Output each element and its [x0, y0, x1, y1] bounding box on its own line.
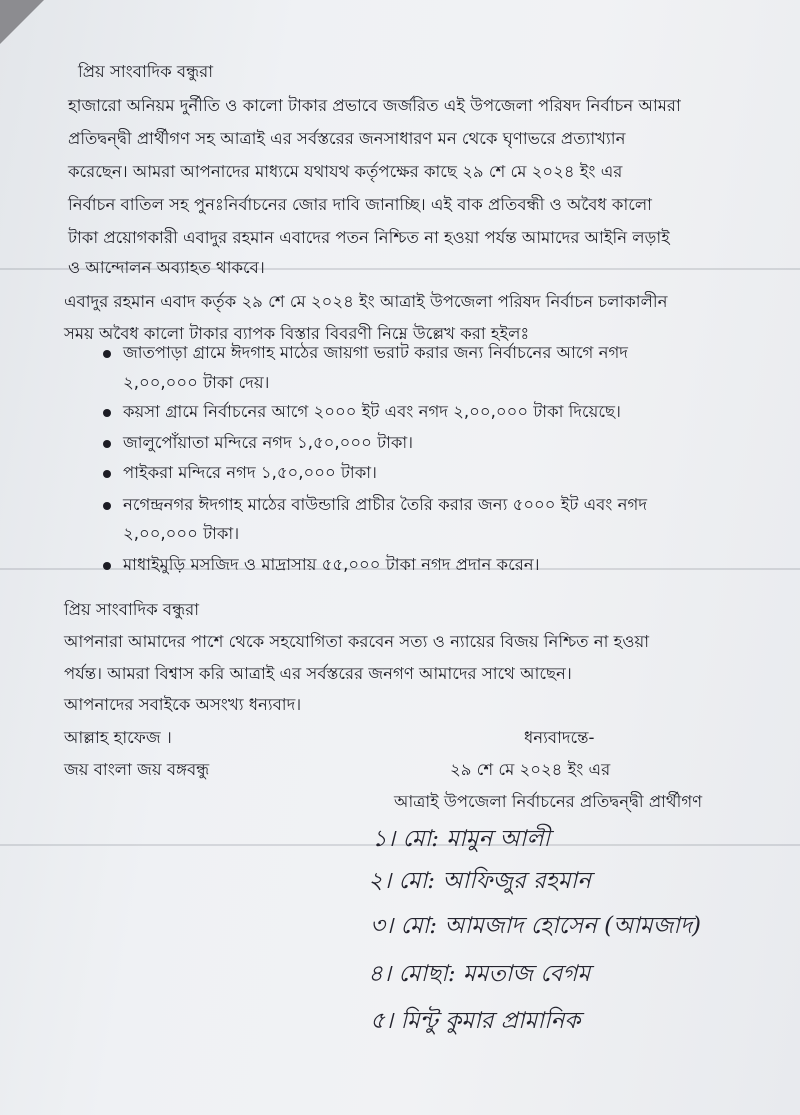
- signature-3: ৩। মো: আমজাদ হোসেন (আমজাদ): [370, 913, 701, 939]
- paragraph-line: আপনারা আমাদের পাশে থেকে সহযোগিতা করবেন সত্য ও ন্যায়ের বিজয় নিশ্চিত না হওয়া: [64, 632, 649, 651]
- paragraph-line: আপনাদের সবাইকে অসংখ্য ধন্যবাদ।: [64, 695, 302, 714]
- bullet-dot: [103, 502, 111, 510]
- paragraph-line: ও আন্দোলন অব্যাহত থাকবে।: [68, 258, 265, 277]
- list-item-text: মাধাইমুড়ি মসজিদ ও মাদ্রাসায় ৫৫,০০০ টাকা নগদ প্রদান করেন।: [123, 555, 540, 574]
- paragraph-line: এবাদুর রহমান এবাদ কর্তৃক ২৯ শে মে ২০২৪ ইং আত্রাই উপজেলা পরিষদ নির্বাচন চলাকালীন: [64, 292, 668, 311]
- paragraph-line: পর্যন্ত। আমরা বিশ্বাস করি আত্রাই এর সর্বস্তরের জনগণ আমাদের সাথে আছেন।: [64, 664, 572, 683]
- bullet-dot: [103, 440, 111, 448]
- list-item-text: ২,০০,০০০ টাকা দেয়।: [123, 373, 270, 392]
- list-item-text: জালুপোঁয়াতা মন্দিরে নগদ ১,৫০,০০০ টাকা।: [123, 433, 414, 452]
- paragraph-line: টাকা প্রয়োগকারী এবাদুর রহমান এবাদের পতন নিশ্চিত না হওয়া পর্যন্ত আমাদের আইনি লড়াই: [68, 228, 670, 247]
- bullet-dot: [103, 350, 111, 358]
- thanks-text: ধন্যবাদন্তে-: [524, 728, 595, 747]
- paragraph-line: সময় অবৈধ কালো টাকার ব্যাপক বিস্তার বিবরণী নিম্নে উল্লেখ করা হইলঃ: [64, 324, 530, 343]
- signature-2: ২। মো: আফিজুর রহমান: [368, 868, 591, 894]
- bullet-dot: [103, 470, 111, 478]
- signature-1: ১। মো: মামুন আলী: [372, 826, 551, 852]
- signature-4: ৪। মোছা: মমতাজ বেগম: [368, 961, 591, 987]
- list-item-text: পাইকরা মন্দিরে নগদ ১,৫০,০০০ টাকা।: [123, 463, 377, 482]
- bullet-dot: [103, 562, 111, 570]
- salutation-bottom: প্রিয় সাংবাদিক বন্ধুরা: [64, 600, 200, 619]
- farewell-text: আল্লাহ হাফেজ ।: [64, 728, 172, 747]
- paragraph-line: হাজারো অনিয়ম দুর্নীতি ও কালো টাকার প্রভাবে জর্জরিত এই উপজেলা পরিষদ নির্বাচন আমরা: [68, 96, 681, 115]
- date-text: ২৯ শে মে ২০২৪ ইং এর: [450, 760, 611, 779]
- signature-5: ৫। মিন্টু কুমার প্রামানিক: [370, 1008, 581, 1034]
- paragraph-line: করেছেন। আমরা আপনাদের মাধ্যমে যথাযথ কর্তৃপক্ষের কাছে ২৯ শে মে ২০২৪ ইং এর: [68, 162, 623, 181]
- list-item-text: ২,০০,০০০ টাকা।: [123, 524, 240, 543]
- paragraph-line: নির্বাচন বাতিল সহ পুনঃনির্বাচনের জোর দাবি জানাচ্ছি। এই বাক প্রতিবন্ধী ও অবৈধ কালো: [68, 195, 652, 214]
- list-item-text: নগেন্দ্রনগর ঈদগাহ মাঠের বাউন্ডারি প্রাচীর তৈরি করার জন্য ৫০০০ ইট এবং নগদ: [123, 495, 647, 514]
- paper-corner: [0, 0, 44, 44]
- paragraph-line: প্রতিদ্বন্দ্বী প্রার্থীগণ সহ আত্রাই এর সর্বস্তরের জনসাধারণ মন থেকে ঘৃণাভরে প্রত্যাখ্যান: [68, 129, 626, 148]
- list-item-text: কয়সা গ্রামে নির্বাচনের আগে ২০০০ ইট এবং নগদ ২,০০,০০০ টাকা দিয়েছে।: [123, 402, 621, 421]
- bullet-dot: [103, 409, 111, 417]
- salutation-top: প্রিয় সাংবাদিক বন্ধুরা: [78, 62, 214, 81]
- signatory-title: আত্রাই উপজেলা নির্বাচনের প্রতিদ্বন্দ্বী প্রার্থীগণ: [394, 792, 703, 811]
- slogan-text: জয় বাংলা জয় বঙ্গবন্ধু: [64, 760, 210, 779]
- list-item-text: জাতপাড়া গ্রামে ঈদগাহ মাঠের জায়গা ভরাট করার জন্য নির্বাচনের আগে নগদ: [123, 343, 628, 362]
